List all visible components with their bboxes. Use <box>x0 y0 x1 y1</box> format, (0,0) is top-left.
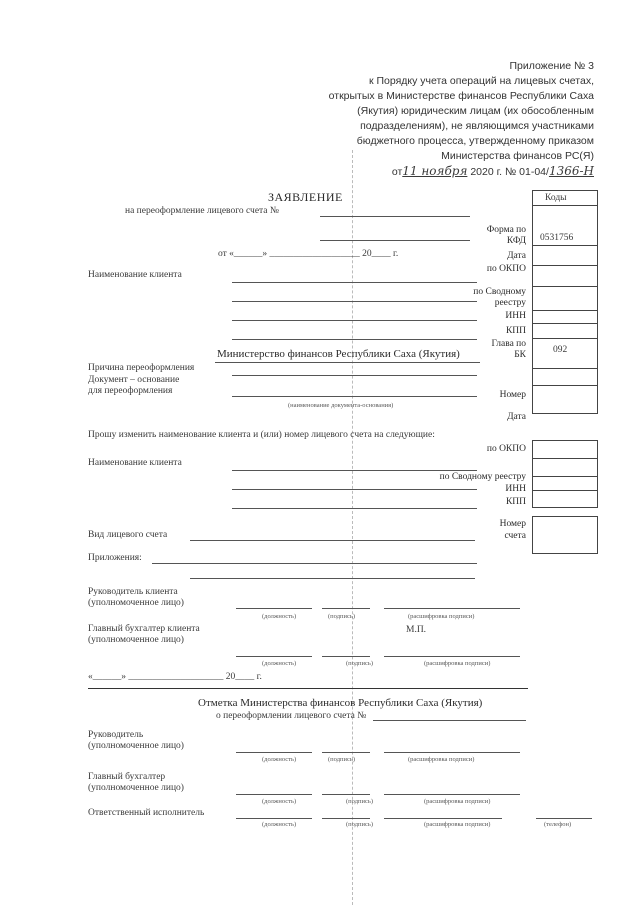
client-name-label: Наименование клиента <box>88 270 182 280</box>
header-line-7: Министерства финансов РС(Я) <box>441 150 594 162</box>
caption-position: (должность) <box>262 613 297 620</box>
kpp2-label: КПП <box>505 497 526 507</box>
order-number-handwritten: 1366-Н <box>548 164 594 178</box>
caption-position: (должность) <box>262 660 297 667</box>
chief-accountant-label-2: (уполномоченное лицо) <box>88 635 184 645</box>
mark-chief-label-1: Главный бухгалтер <box>88 772 166 782</box>
new-codes-table <box>532 440 598 508</box>
order-date-mid: 2020 г. № 01-04/ <box>470 166 549 178</box>
mark-head-label-1: Руководитель <box>88 730 144 740</box>
codes-header: Коды <box>545 193 567 203</box>
okpo-label: по ОКПО <box>486 264 526 274</box>
mark-head-label-2: (уполномоченное лицо) <box>88 741 184 751</box>
account-number-line <box>320 216 470 217</box>
ministry-name: Министерство финансов Республики Саха (Якутия) <box>217 348 460 360</box>
date-label: Дата <box>507 251 526 261</box>
new-client-name-label: Наименование клиента <box>88 458 182 468</box>
form-title: ЗАЯВЛЕНИЕ <box>268 190 343 204</box>
inn-label: ИНН <box>505 311 526 321</box>
mark-chief-label-2: (уполномоченное лицо) <box>88 783 184 793</box>
head-label-2: (уполномоченное лицо) <box>88 598 184 608</box>
form-subtitle: на переоформление лицевого счета № <box>125 206 279 216</box>
caption-decode: (расшифровка подписи) <box>408 756 475 763</box>
date2-label: Дата <box>507 412 526 422</box>
header-line-2: к Порядку учета операций на лицевых счетах, <box>368 75 594 87</box>
caption-position: (должность) <box>262 756 297 763</box>
account-number-label-1: Номер <box>499 519 526 529</box>
bottom-date-line: «______» ____________________ 20____ г. <box>88 672 262 682</box>
doc-basis-label-2: для переоформления <box>88 386 173 396</box>
head-label-1: Руководитель клиента <box>88 587 178 597</box>
caption-position: (должность) <box>262 798 297 805</box>
caption-signature: (подпись) <box>346 660 373 667</box>
account-number-line-2 <box>320 240 470 241</box>
svod2-label: по Сводному реестру <box>439 472 526 482</box>
chief-accountant-label-1: Главный бухгалтер клиента <box>88 624 200 634</box>
glava-label: Глава по БК <box>491 339 526 360</box>
caption-signature: (подпись) <box>346 821 373 828</box>
inn2-label: ИНН <box>505 484 526 494</box>
caption-decode: (расшифровка подписи) <box>424 660 491 667</box>
caption-signature: (подпись) <box>328 613 355 620</box>
doc-basis-label-1: Документ – основание <box>88 375 180 385</box>
okpo2-label: по ОКПО <box>486 444 526 454</box>
order-prefix: от <box>391 166 403 178</box>
reason-label: Причина переоформления <box>88 363 195 373</box>
caption-signature: (подпись) <box>346 798 373 805</box>
svod-label: по Сводному реестру <box>473 287 526 308</box>
caption-decode: (расшифровка подписи) <box>424 798 491 805</box>
mark-title: Отметка Министерства финансов Республики Саха (Якутия) <box>198 697 483 709</box>
attachments-label: Приложения: <box>88 553 142 563</box>
header-line-3: открытых в Министерстве финансов Республики Саха <box>328 90 594 102</box>
caption-signature: (подпись) <box>328 756 355 763</box>
header-line-4: (Якутия) юридическим лицам (их обособленным <box>357 105 594 117</box>
account-number-label-2: счета <box>504 531 526 541</box>
doc-basis-caption: (наименование документа-основания) <box>288 402 394 409</box>
form-date-line: от «______» ___________________ 20____ г. <box>218 249 399 259</box>
header-line-1: Приложение № 3 <box>509 60 594 72</box>
kfd-code-value: 0531756 <box>540 233 574 243</box>
caption-phone: (телефон) <box>544 821 572 828</box>
caption-decode: (расшифровка подписи) <box>408 613 475 620</box>
fold-line <box>352 150 353 905</box>
kpp-label: КПП <box>505 326 526 336</box>
account-number-box <box>532 516 598 554</box>
caption-position: (должность) <box>262 821 297 828</box>
header-line-6: бюджетного процесса, утвержденному приказом <box>356 135 594 147</box>
header-order-line <box>392 164 594 178</box>
request-text: Прошу изменить наименование клиента и (или) номер лицевого счета на следующие: <box>88 430 435 440</box>
kfd-label: Форма по КФД <box>486 225 526 246</box>
section-separator <box>88 688 528 689</box>
nomer-label: Номер <box>499 390 526 400</box>
caption-decode: (расшифровка подписи) <box>424 821 491 828</box>
stamp-place: М.П. <box>406 625 427 635</box>
mark-subtitle: о переоформлении лицевого счета № <box>216 711 367 721</box>
glava-code-value: 092 <box>553 345 568 355</box>
codes-table <box>532 190 598 414</box>
header-line-5: подразделениям), не являющимся участниками <box>360 120 594 132</box>
account-type-label: Вид лицевого счета <box>88 530 168 540</box>
order-date-handwritten: 11 ноября <box>402 164 468 178</box>
executor-label: Ответственный исполнитель <box>88 808 205 818</box>
